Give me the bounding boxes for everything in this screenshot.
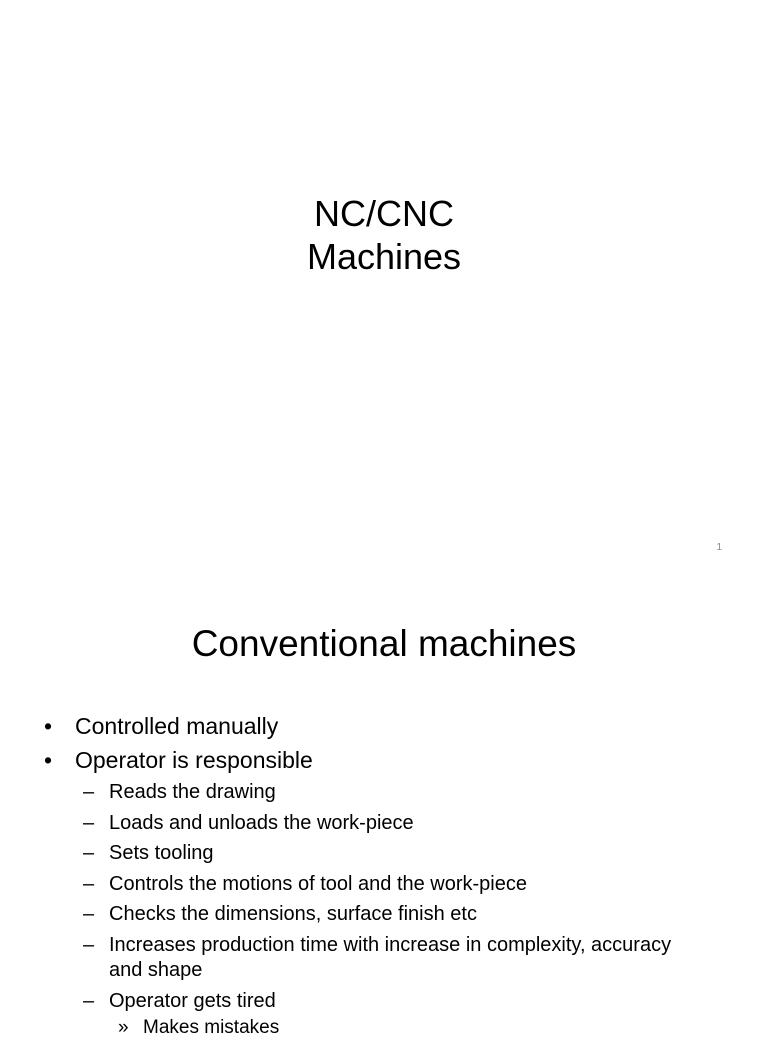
- sub-bullet-item: [83, 902, 723, 927]
- dash-marker: –: [83, 934, 95, 956]
- dash-marker: –: [83, 903, 95, 925]
- sub-bullet-text: Operator gets tired: [109, 990, 276, 1012]
- dash-marker: –: [83, 873, 95, 895]
- bullet-text: Controlled manually: [75, 713, 279, 739]
- dash-marker: –: [83, 781, 95, 803]
- sub-bullet-item: [83, 933, 708, 983]
- sub-bullet-item: [83, 811, 723, 836]
- sub-bullet-text: Controls the motions of tool and the work-piece: [109, 873, 527, 895]
- sub-bullet-text: Increases production time with increase in complexity, accuracy and shape: [109, 934, 672, 981]
- content-slide: [0, 576, 768, 1038]
- chevron-marker: »: [118, 1017, 129, 1038]
- sub-bullet-text: Reads the drawing: [109, 781, 276, 803]
- slide-title: [0, 192, 768, 278]
- bullet-text: Operator is responsible: [75, 747, 313, 773]
- sub-bullet-text: Checks the dimensions, surface finish etc: [109, 903, 477, 925]
- title-line-2: Machines: [306, 236, 462, 277]
- bullet-marker: •: [44, 747, 53, 773]
- sub-bullet-text: Loads and unloads the work-piece: [109, 812, 414, 834]
- sub-bullet-text: Sets tooling: [109, 842, 214, 864]
- dash-marker: –: [83, 812, 95, 834]
- slide-title: Conventional machines: [191, 623, 577, 664]
- sub-sub-bullet-text: Makes mistakes: [143, 1017, 280, 1038]
- title-line-1: NC/CNC: [314, 193, 454, 234]
- sub-bullet-item: [83, 989, 723, 1014]
- dash-marker: –: [83, 990, 95, 1012]
- sub-bullet-item: [83, 841, 723, 866]
- slide-number: 1: [716, 542, 722, 553]
- sub-bullet-item: [83, 872, 723, 897]
- dash-marker: –: [83, 842, 95, 864]
- sub-bullet-item: [83, 780, 723, 805]
- bullet-marker: •: [44, 713, 53, 739]
